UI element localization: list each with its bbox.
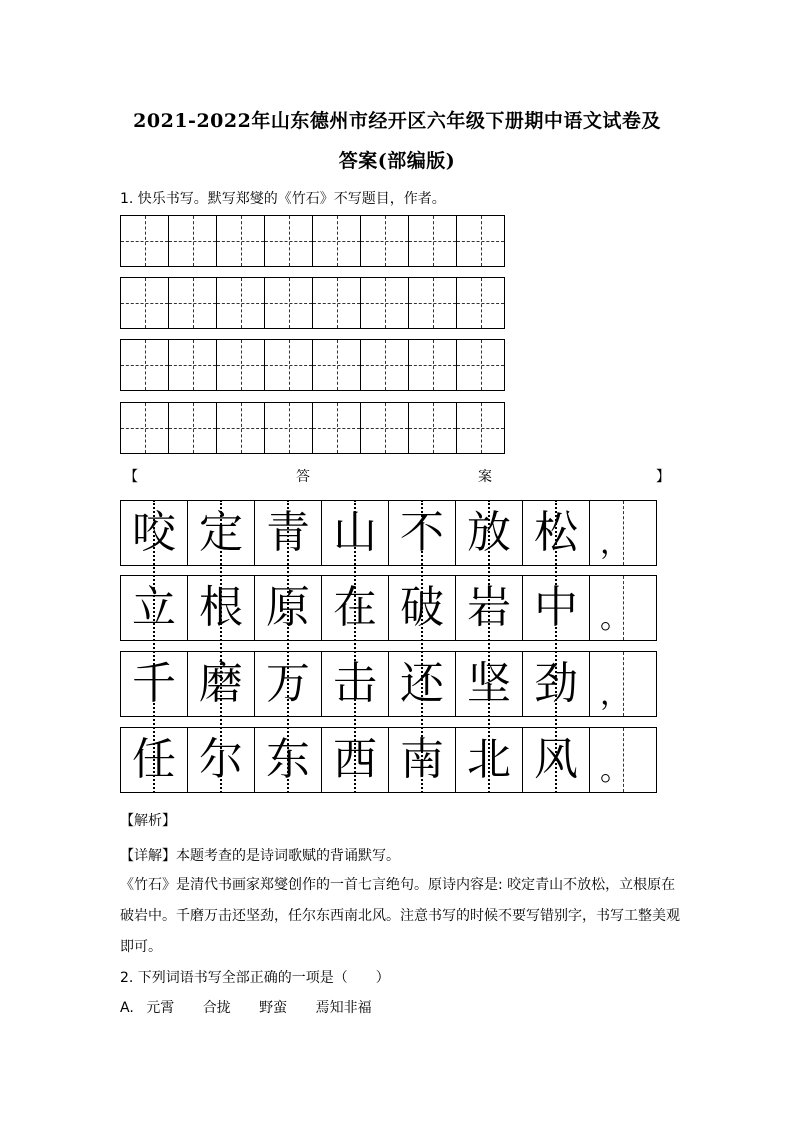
answer-char: 还 <box>388 651 456 717</box>
answer-char: 尔 <box>187 727 255 793</box>
answer-char: 根 <box>187 575 255 641</box>
explanation-line-2: 破岩中。千磨万击还坚劲，任尔东西南北风。注意书写的时候不要写错别字，书写工整美观 <box>120 908 680 924</box>
answer-word-2: 案 <box>478 469 492 485</box>
answer-punct: 。 <box>589 575 657 641</box>
answer-punct: ， <box>589 500 657 566</box>
option-a-label: A. <box>120 1000 134 1016</box>
answer-row-4 <box>120 727 657 793</box>
answer-char: 原 <box>254 575 322 641</box>
answer-bracket-right: 】 <box>656 469 670 485</box>
answer-char: 岩 <box>455 575 523 641</box>
answer-char: 中 <box>522 575 590 641</box>
answer-header <box>120 466 672 486</box>
option-a-word: 焉知非福 <box>315 1000 372 1016</box>
answer-char: 不 <box>388 500 456 566</box>
analysis-label: 【解析】 <box>120 813 176 829</box>
answer-row-1 <box>120 500 657 566</box>
answer-char: 山 <box>321 500 389 566</box>
writing-grid-row-1[interactable] <box>120 215 505 267</box>
explanation-line-1: 《竹石》是清代书画家郑燮创作的一首七言绝句。原诗内容是: 咬定青山不放松，立根原在 <box>120 877 676 893</box>
question-2-option-a[interactable] <box>120 997 396 1017</box>
answer-char: 在 <box>321 575 389 641</box>
answer-row-2 <box>120 575 657 641</box>
document-title-line2: 答案(部编版) <box>338 150 456 172</box>
document-title-line1: 2021-2022年山东德州市经开区六年级下册期中语文试卷及 <box>133 110 661 132</box>
answer-char: 东 <box>254 727 322 793</box>
answer-char: 立 <box>120 575 188 641</box>
answer-char: 松 <box>522 500 590 566</box>
answer-char: 任 <box>120 727 188 793</box>
explanation-line-3: 即可。 <box>120 939 162 955</box>
answer-char: 西 <box>321 727 389 793</box>
answer-char: 击 <box>321 651 389 717</box>
answer-char: 放 <box>455 500 523 566</box>
answer-char: 北 <box>455 727 523 793</box>
question-2-text: 2. 下列词语书写全部正确的一项是（ ） <box>120 970 390 986</box>
answer-char: 咬 <box>120 500 188 566</box>
answer-char: 青 <box>254 500 322 566</box>
answer-punct: ， <box>589 651 657 717</box>
answer-punct: 。 <box>589 727 657 793</box>
option-a-word: 野蛮 <box>259 1000 288 1016</box>
answer-char: 风 <box>522 727 590 793</box>
option-a-word: 元霄 <box>146 1000 175 1016</box>
writing-grid-row-2[interactable] <box>120 277 505 329</box>
answer-word-1: 答 <box>296 469 310 485</box>
detail-text: 【详解】本题考查的是诗词歌赋的背诵默写。 <box>120 848 400 864</box>
answer-char: 千 <box>120 651 188 717</box>
option-a-word: 合拢 <box>202 1000 231 1016</box>
answer-char: 万 <box>254 651 322 717</box>
question-1-text: 1. 快乐书写。默写郑燮的《竹石》不写题目，作者。 <box>120 191 446 207</box>
answer-bracket-left: 【 <box>124 469 138 485</box>
writing-grid-row-4[interactable] <box>120 402 505 454</box>
answer-row-3 <box>120 651 657 717</box>
answer-char: 劲 <box>522 651 590 717</box>
answer-char: 南 <box>388 727 456 793</box>
answer-char: 破 <box>388 575 456 641</box>
answer-char: 坚 <box>455 651 523 717</box>
answer-char: 定 <box>187 500 255 566</box>
writing-grid-row-3[interactable] <box>120 339 505 391</box>
answer-char: 磨 <box>187 651 255 717</box>
